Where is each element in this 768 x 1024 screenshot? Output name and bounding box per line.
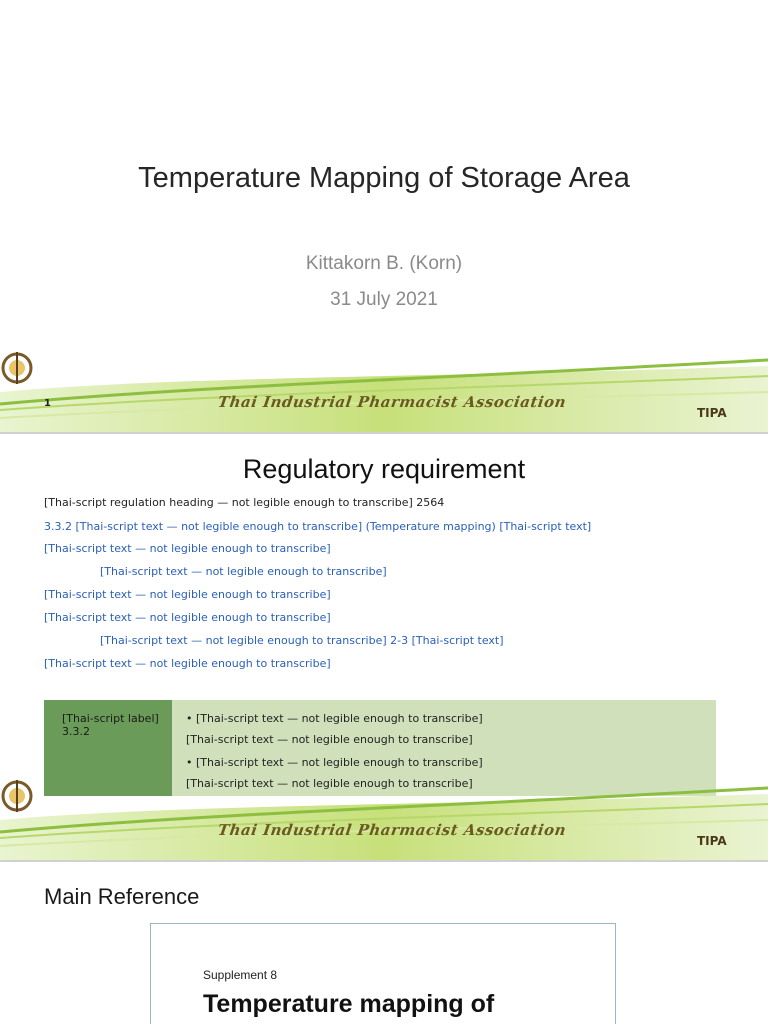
- regulation-heading: [Thai-script regulation heading — not legible enough to transcribe] 2564: [44, 496, 445, 509]
- definition-item: • [Thai-script text — not legible enough to transcribe]: [186, 756, 483, 769]
- author-name: Kittakorn B. (Korn): [305, 253, 463, 274]
- slide-footer: [0, 776, 768, 862]
- slide-title: Regulatory requirement: [242, 454, 526, 484]
- supplement-label: Supplement 8: [203, 968, 278, 982]
- regulation-text-line: [Thai-script text — not legible enough to transcribe]: [44, 611, 331, 624]
- presentation-title: Temperature Mapping of Storage Area: [138, 162, 630, 194]
- reference-document-preview: [150, 923, 616, 1024]
- presentation-date: 31 July 2021: [330, 289, 438, 310]
- tipa-logo-icon: [0, 776, 34, 816]
- tipa-logo-text: TIPA: [697, 834, 727, 848]
- slide-footer: [0, 348, 768, 434]
- regulation-text-line: [Thai-script text — not legible enough to transcribe]: [44, 588, 331, 601]
- regulation-text-line: [Thai-script text — not legible enough to transcribe]: [44, 542, 331, 555]
- tipa-logo-icon: [0, 348, 34, 388]
- definition-item: [Thai-script text — not legible enough to transcribe]: [186, 733, 473, 746]
- definition-item: [Thai-script text — not legible enough to transcribe]: [186, 777, 473, 790]
- regulation-text-line: [Thai-script text — not legible enough to transcribe] 2-3 [Thai-script text]: [100, 634, 504, 647]
- regulatory-slide: [0, 434, 768, 862]
- footer-wave-graphic: [0, 348, 768, 434]
- association-name: Thai Industrial Pharmacist Association: [216, 821, 568, 839]
- slide-heading: Main Reference: [44, 884, 200, 909]
- reference-slide: [0, 862, 768, 1024]
- tipa-logo-text: TIPA: [697, 406, 727, 420]
- definition-item: • [Thai-script text — not legible enough to transcribe]: [186, 712, 483, 725]
- regulation-text-line: [Thai-script text — not legible enough to transcribe]: [44, 657, 331, 670]
- association-name: Thai Industrial Pharmacist Association: [216, 393, 568, 411]
- definition-label: [Thai-script label] 3.3.2: [62, 712, 159, 738]
- title-slide: [0, 0, 768, 434]
- regulation-text-line: [Thai-script text — not legible enough to transcribe]: [100, 565, 387, 578]
- page-number: 1: [44, 398, 51, 409]
- footer-wave-graphic: [0, 776, 768, 862]
- document-title: Temperature mapping of: [203, 990, 495, 1018]
- regulation-text-line: 3.3.2 [Thai-script text — not legible enough to transcribe] (Temperature mapping) [Thai-script text]: [44, 520, 592, 533]
